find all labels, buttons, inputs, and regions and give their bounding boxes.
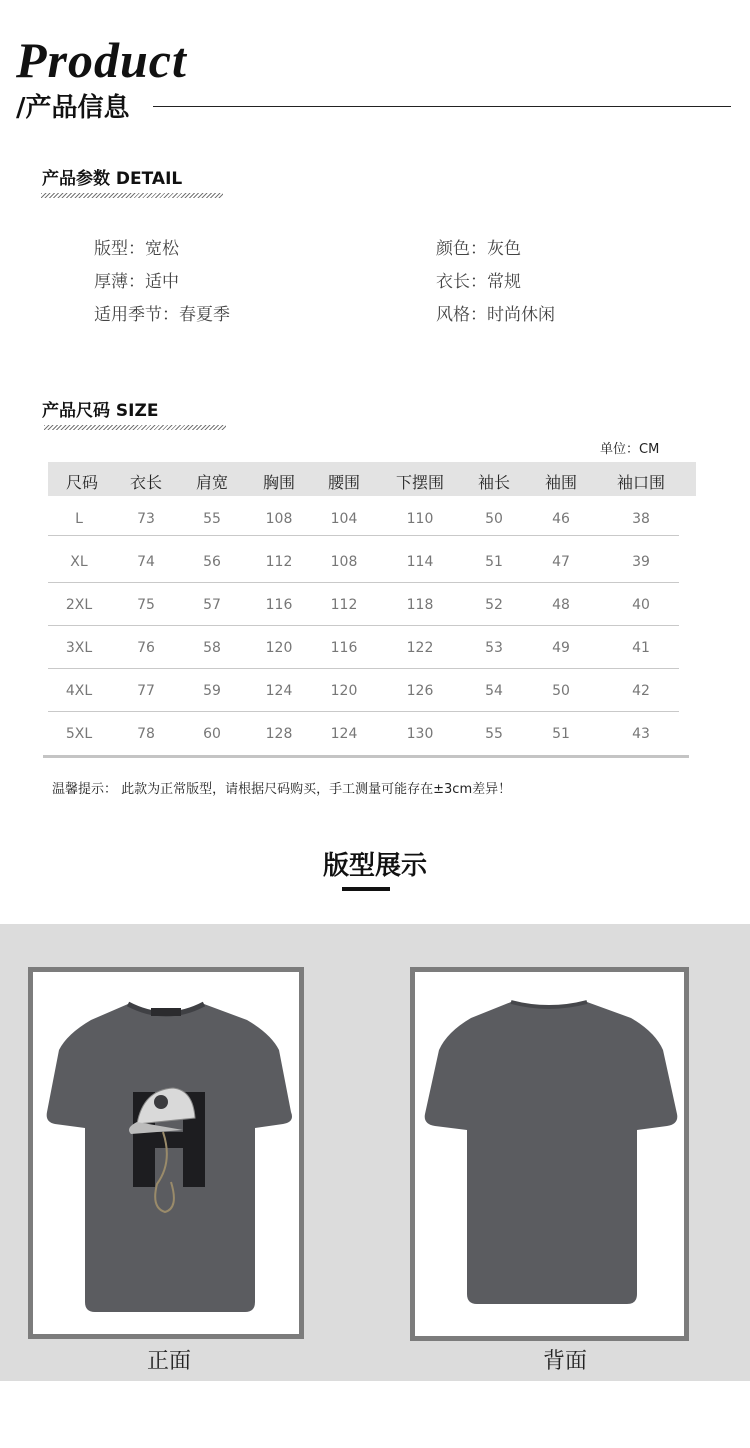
back-tshirt-image <box>415 972 684 1336</box>
table-cell: 112 <box>330 597 358 613</box>
header-title-en: Product <box>16 32 187 88</box>
detail-heading: 产品参数 DETAIL <box>42 169 183 189</box>
table-cell: 130 <box>406 726 434 742</box>
table-cell: 51 <box>552 726 570 742</box>
table-cell: 39 <box>632 554 650 570</box>
col-header: 肩宽 <box>195 473 229 492</box>
table-cell: 124 <box>330 726 358 742</box>
table-cell: 126 <box>406 683 434 699</box>
back-photo-frame <box>410 967 689 1341</box>
table-row <box>48 582 696 625</box>
table-cell: 74 <box>137 554 155 570</box>
table-cell: 2XL <box>65 597 93 613</box>
table-cell: 75 <box>137 597 155 613</box>
detail-style: 风格：时尚休闲 <box>436 305 555 325</box>
row-divider <box>48 535 679 536</box>
front-tshirt-image <box>33 972 299 1334</box>
detail-fit: 版型：宽松 <box>94 239 179 259</box>
table-cell: 124 <box>265 683 293 699</box>
table-cell: 5XL <box>65 726 93 742</box>
header-title-cn: /产品信息 <box>16 93 130 123</box>
table-row <box>48 539 696 582</box>
table-cell: 58 <box>203 640 221 656</box>
back-caption: 背面 <box>542 1349 587 1374</box>
table-cell: 120 <box>265 640 293 656</box>
table-cell: 40 <box>632 597 650 613</box>
col-header: 尺码 <box>65 473 99 492</box>
table-cell: 49 <box>552 640 570 656</box>
detail-heading-hatch <box>41 193 223 198</box>
col-header: 胸围 <box>262 473 296 492</box>
detail-color: 颜色：灰色 <box>436 239 521 259</box>
table-cell: 42 <box>632 683 650 699</box>
showcase-title: 版型展示 <box>322 851 427 881</box>
table-cell: 78 <box>137 726 155 742</box>
front-caption: 正面 <box>146 1349 191 1374</box>
table-cell: 4XL <box>65 683 93 699</box>
size-table-header <box>48 462 696 496</box>
table-row <box>48 625 696 668</box>
table-cell: 116 <box>330 640 358 656</box>
table-cell: 118 <box>406 597 434 613</box>
table-cell: 108 <box>265 511 293 527</box>
table-cell: 53 <box>485 640 503 656</box>
table-cell: 112 <box>265 554 293 570</box>
front-photo-frame <box>28 967 304 1339</box>
table-cell: 59 <box>203 683 221 699</box>
table-cell: L <box>75 511 83 527</box>
detail-thickness: 厚薄：适中 <box>94 272 179 292</box>
table-cell: 104 <box>330 511 358 527</box>
table-row <box>48 496 696 539</box>
table-cell: 41 <box>632 640 650 656</box>
table-bottom-bar <box>43 755 689 758</box>
header-rule <box>153 106 731 107</box>
table-cell: 51 <box>485 554 503 570</box>
table-cell: 43 <box>632 726 650 742</box>
table-cell: 3XL <box>65 640 93 656</box>
table-cell: 128 <box>265 726 293 742</box>
size-heading: 产品尺码 SIZE <box>42 401 159 421</box>
size-unit: 单位：CM <box>600 442 660 457</box>
table-row <box>48 668 696 711</box>
table-cell: 54 <box>485 683 503 699</box>
table-cell: XL <box>70 554 88 570</box>
table-cell: 46 <box>552 511 570 527</box>
size-note: 温馨提示： 此款为正常版型，请根据尺码购买，手工测量可能存在±3cm差异！ <box>52 782 512 797</box>
table-cell: 108 <box>330 554 358 570</box>
table-cell: 50 <box>552 683 570 699</box>
table-cell: 73 <box>137 511 155 527</box>
table-cell: 47 <box>552 554 570 570</box>
row-divider <box>48 668 679 669</box>
row-divider <box>48 582 679 583</box>
table-row <box>48 711 696 754</box>
col-header: 衣长 <box>129 473 163 492</box>
showcase-title-bar <box>342 887 390 891</box>
row-divider <box>48 711 679 712</box>
table-cell: 114 <box>406 554 434 570</box>
table-cell: 77 <box>137 683 155 699</box>
table-cell: 57 <box>203 597 221 613</box>
table-cell: 110 <box>406 511 434 527</box>
table-cell: 55 <box>485 726 503 742</box>
table-cell: 120 <box>330 683 358 699</box>
col-header: 腰围 <box>327 473 361 492</box>
detail-season: 适用季节：春夏季 <box>94 305 230 325</box>
col-header: 袖口围 <box>616 473 666 492</box>
table-cell: 38 <box>632 511 650 527</box>
col-header: 袖长 <box>477 473 511 492</box>
table-cell: 116 <box>265 597 293 613</box>
table-cell: 60 <box>203 726 221 742</box>
table-cell: 122 <box>406 640 434 656</box>
table-cell: 56 <box>203 554 221 570</box>
row-divider <box>48 625 679 626</box>
detail-length: 衣长：常规 <box>436 272 521 292</box>
table-cell: 55 <box>203 511 221 527</box>
size-heading-hatch <box>44 425 226 430</box>
col-header: 袖围 <box>544 473 578 492</box>
table-cell: 76 <box>137 640 155 656</box>
table-cell: 52 <box>485 597 503 613</box>
table-cell: 50 <box>485 511 503 527</box>
table-cell: 48 <box>552 597 570 613</box>
col-header: 下摆围 <box>395 473 445 492</box>
